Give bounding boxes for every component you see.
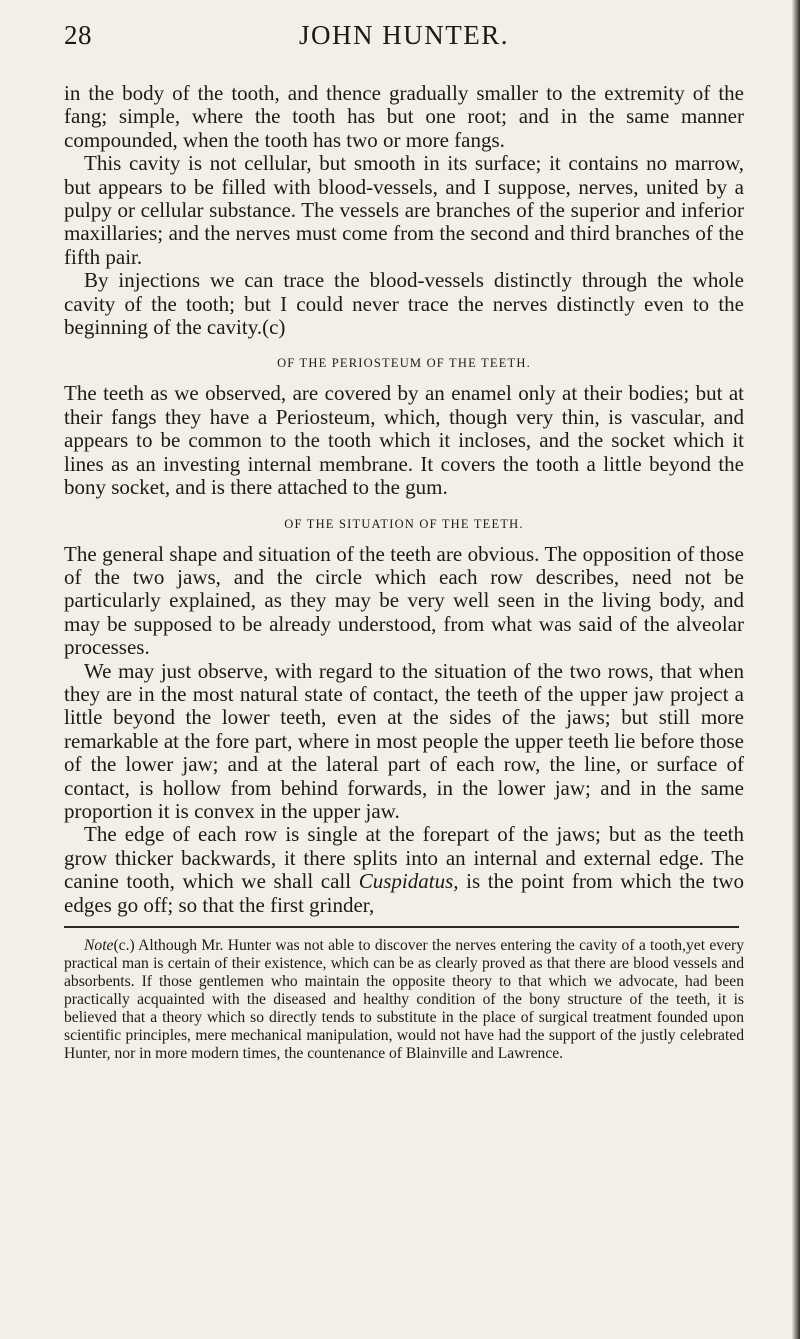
paragraph-general-shape: The general shape and situation of the teeth are obvious. The opposition of those of the two jaws, and the circle which each row describes, need not be particularly explained, as they may be very well seen in the living body, and may be supposed to be already understood, from what was said of the alveolar processes. xyxy=(64,541,744,660)
footnote xyxy=(64,937,744,1063)
paragraph-edge xyxy=(64,823,744,917)
paragraph-edge-text-end: is the point from which the two edges go off; so that the first grinder, xyxy=(64,869,744,917)
page-number: 28 xyxy=(64,20,92,50)
paragraph-edge-text-start: The edge of each row is single at the forepart of the jaws; but as the teeth grow thicker backwards, it there splits into an internal and external edge. The canine tooth, which we shall call xyxy=(64,822,744,894)
cuspidatus-term: Cuspidatus, xyxy=(358,869,459,894)
paragraph-injections: By injections we can trace the blood-vessels distinctly through the whole cavity of the tooth; but I could never trace the nerves distinctly even to the beginning of the cavity.(c) xyxy=(64,268,744,340)
paragraph-two-rows: We may just observe, with regard to the situation of the two rows, that when they are in the most natural state of contact, the teeth of the upper jaw project a little beyond the lower teeth, even at the sides of the jaws; but still more remarkable at the fore part, where in most people the upper teeth lie before those of the lower jaw; and at the lateral part of each row, the line, or surface of contact, is hollow from behind forwards, in the lower jaw; and in the same proportion it is convex in the upper jaw. xyxy=(64,658,744,823)
paragraph-cavity: This cavity is not cellular, but smooth in its surface; it contains no marrow, but appears to be filled with blood-vessels, and I suppose, nerves, united by a pulpy or cellular substance. The vessels are branches of the superior and inferior maxillaries; and the nerves must come from the second and third branches of the fifth pair. xyxy=(64,151,744,269)
footnote-marker: (c.) xyxy=(113,937,135,954)
page-header xyxy=(64,18,744,58)
running-head: JOHN HUNTER. xyxy=(299,20,509,50)
page-edge-shadow xyxy=(792,0,800,1339)
section-heading-periosteum: OF THE PERIOSTEUM OF THE TEETH. xyxy=(277,356,531,371)
body-text xyxy=(64,82,744,1063)
paragraph-periosteum: The teeth as we observed, are covered by an enamel only at their bodies; but at their fangs they have a Periosteum, which, though very thin, is vascular, and appears to be common to the tooth which it incloses, and the socket which it lines as an investing internal membrane. It covers the tooth a little beyond the bony socket, and is there attached to the gum. xyxy=(64,381,744,500)
paragraph-continuation: in the body of the tooth, and thence gradually smaller to the extremity of the fang; simple, where the tooth has but one root; and in the same manner compounded, when the tooth has two or more fangs. xyxy=(64,81,744,152)
footnote-divider xyxy=(64,926,739,928)
section-heading-situation: OF THE SITUATION OF THE TEETH. xyxy=(284,516,524,531)
footnote-label: Note xyxy=(84,937,114,954)
footnote-text: Although Mr. Hunter was not able to discover the nerves entering the cavity of a tooth,yet every practical man is certain of their existence, which can be as clearly proved as that there are blood vessels and absorbents. If those gentlemen who maintain the opposite theory to that which we advocate, had been practically acquainted with the diseased and healthy condition of the bony structure of the teeth, it is believed that a theory which so directly tends to substitute in the place of surgical treatment founded upon scientific principles, mere mechanical manipulation, would not have had the support of the justly celebrated Hunter, nor in more modern times, the countenance of Blainville and Lawrence. xyxy=(64,937,744,1062)
